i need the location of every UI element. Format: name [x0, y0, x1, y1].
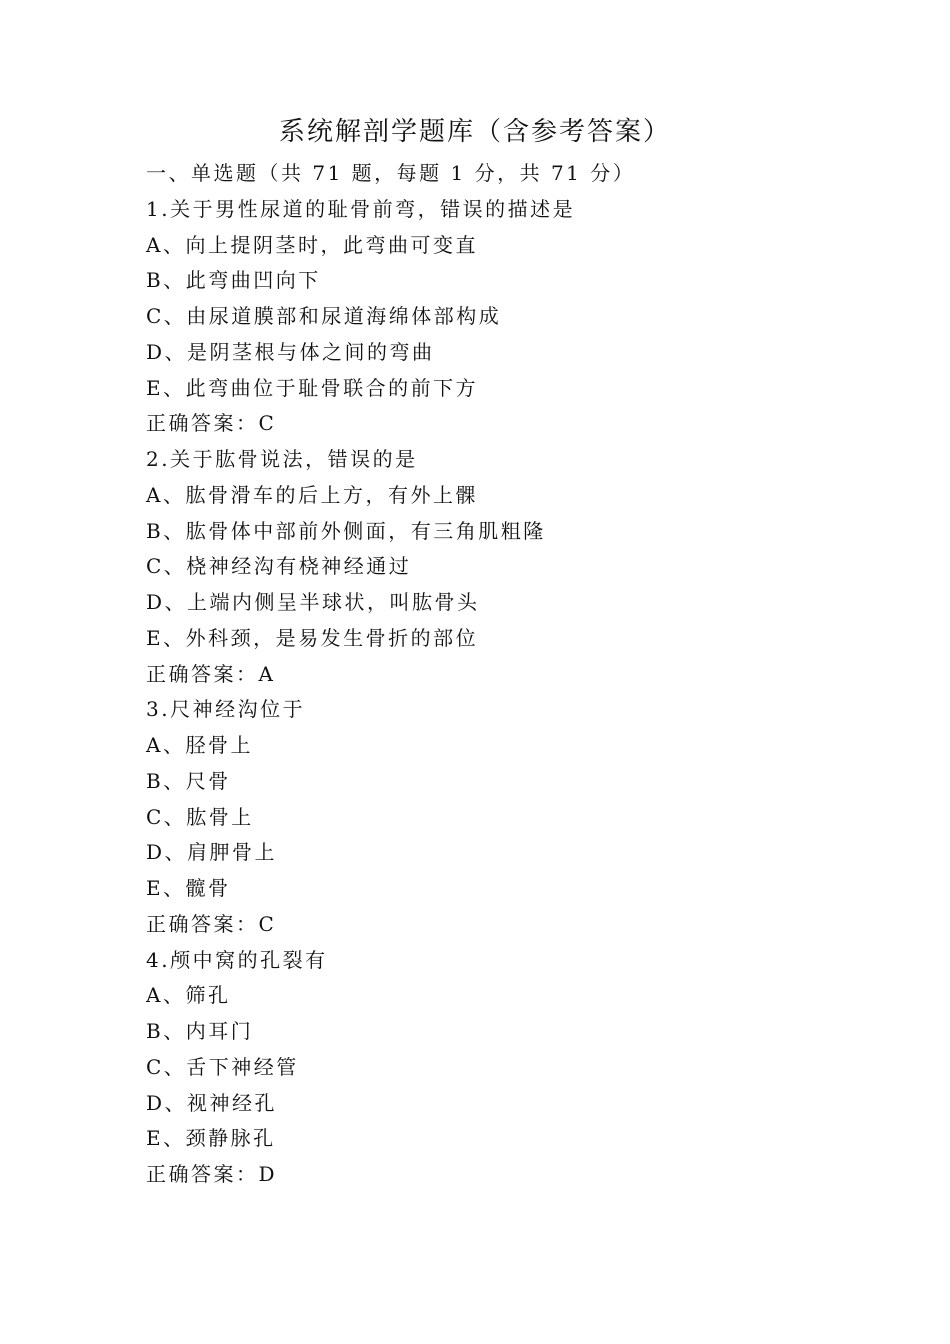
question-option: D、是阴茎根与体之间的弯曲 [146, 339, 435, 364]
question-option: E、外科颈，是易发生骨折的部位 [146, 625, 479, 650]
question-option: C、肱骨上 [146, 804, 254, 829]
question-option: B、此弯曲凹向下 [146, 268, 321, 293]
question-option: A、筛孔 [146, 983, 231, 1008]
question-stem: 3.尺神经沟位于 [146, 697, 306, 722]
section-heading: 一、单选题（共 71 题，每题 1 分，共 71 分） [146, 161, 636, 185]
question-option: A、肱骨滑车的后上方，有外上髁 [146, 482, 478, 507]
page-title: 系统解剖学题库（含参考答案） [278, 117, 671, 147]
question-block [146, 442, 846, 692]
question-option: C、桡神经沟有桡神经通过 [146, 554, 412, 579]
question-option: D、视神经孔 [146, 1090, 278, 1115]
question-block [146, 943, 846, 1193]
correct-answer: 正确答案：C [146, 911, 277, 936]
question-option: B、内耳门 [146, 1019, 254, 1043]
question-option: E、颈静脉孔 [146, 1126, 276, 1151]
question-option: C、舌下神经管 [146, 1054, 299, 1079]
question-list [146, 156, 846, 1193]
correct-answer: 正确答案：D [146, 1162, 278, 1186]
question-option: C、由尿道膜部和尿道海绵体部构成 [146, 304, 502, 328]
question-stem: 2.关于肱骨说法，错误的是 [146, 447, 418, 471]
question-block [146, 192, 846, 442]
correct-answer: 正确答案：C [146, 411, 277, 436]
question-option: A、向上提阴茎时，此弯曲可变直 [146, 232, 478, 257]
correct-answer: 正确答案：A [146, 661, 276, 686]
question-option: E、此弯曲位于耻骨联合的前下方 [146, 375, 479, 400]
question-option: B、尺骨 [146, 768, 231, 793]
question-option: D、肩胛骨上 [146, 840, 278, 865]
question-option: D、上端内侧呈半球状，叫肱骨头 [146, 590, 480, 614]
question-block [146, 692, 846, 942]
question-option: E、髋骨 [146, 876, 231, 900]
question-option: B、肱骨体中部前外侧面，有三角肌粗隆 [146, 518, 546, 543]
question-option: A、胫骨上 [146, 733, 253, 757]
question-stem: 1.关于男性尿道的耻骨前弯，错误的描述是 [146, 196, 576, 221]
question-stem: 4.颅中窝的孔裂有 [146, 947, 328, 972]
